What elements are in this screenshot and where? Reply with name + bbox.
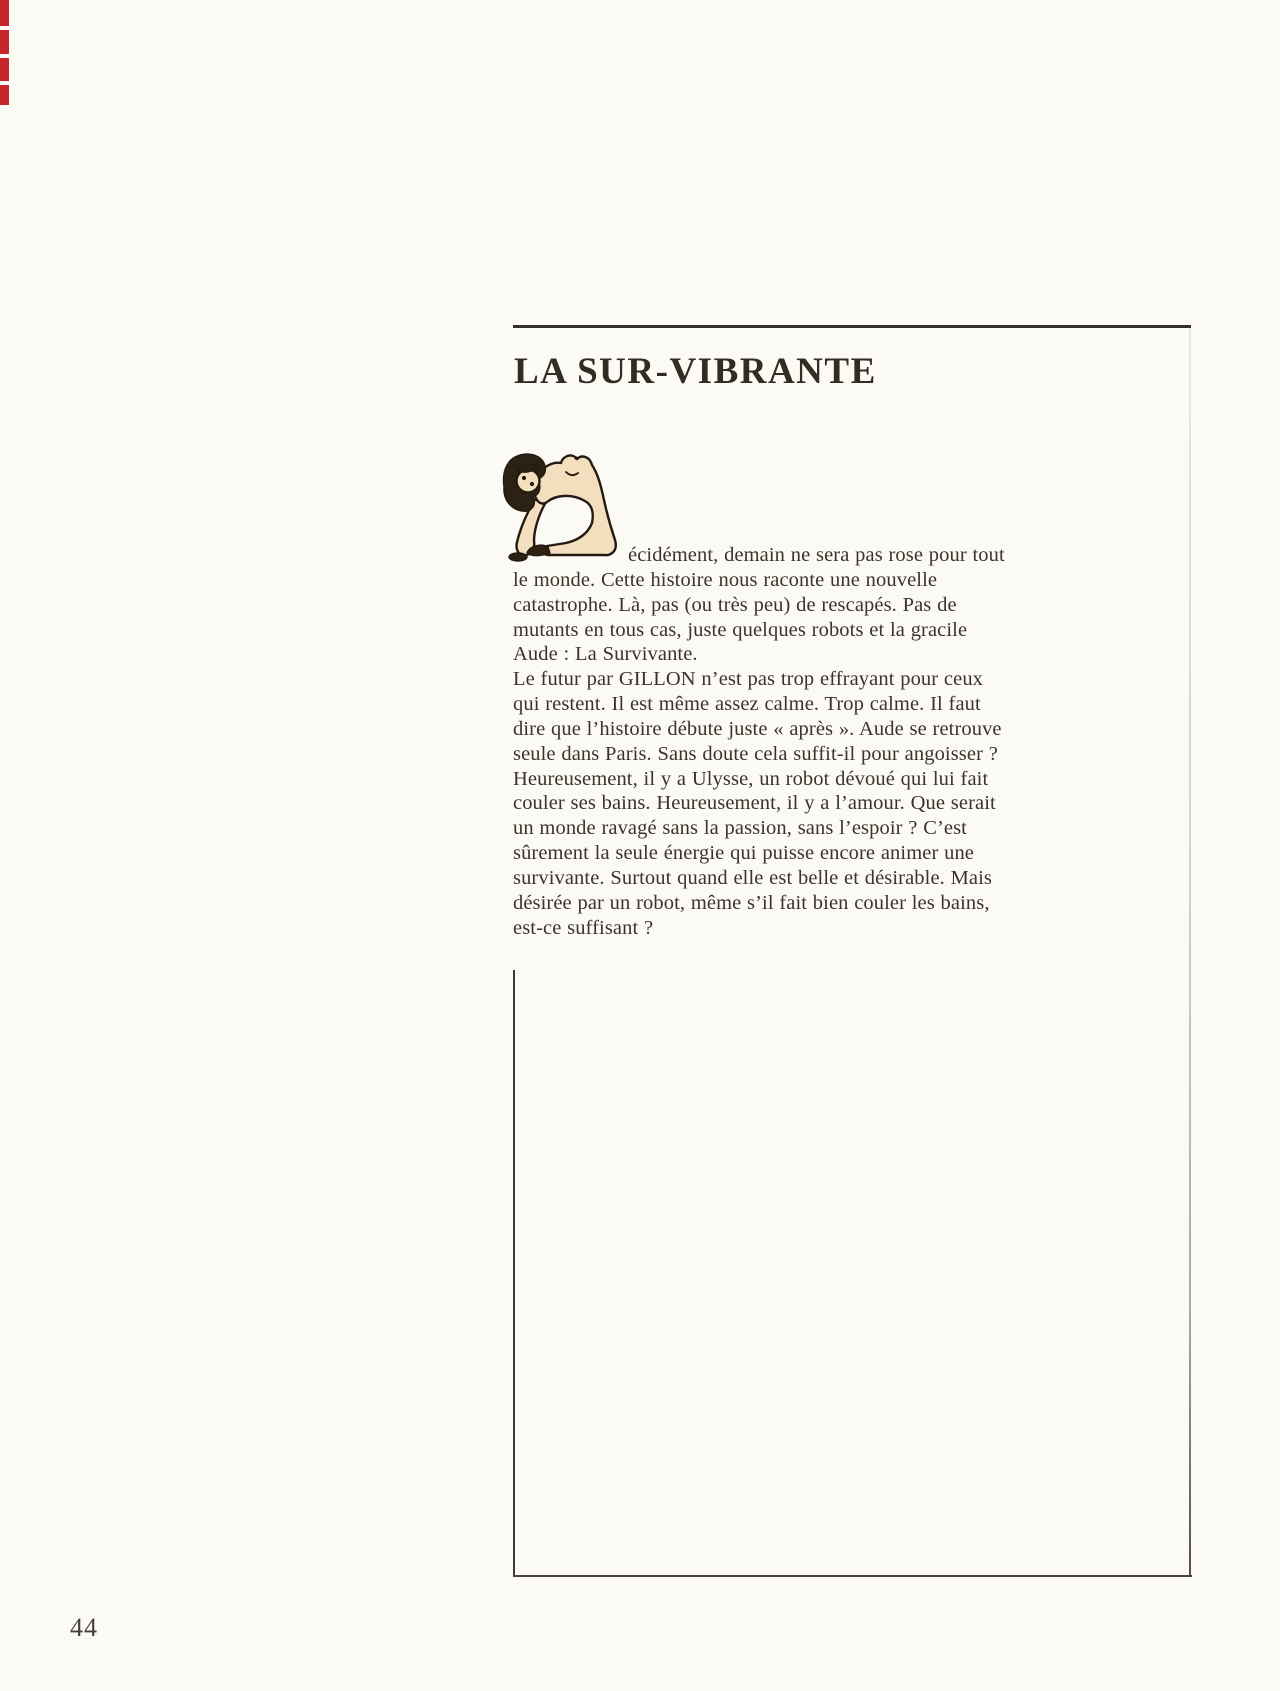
red-mark	[0, 85, 9, 105]
body-text-line: est-ce suffisant ?	[513, 916, 654, 939]
body-text-line: Le futur par GILLON n’est pas trop effrayant pour ceux	[513, 668, 984, 691]
body-text-line: désirée par un robot, même s’il fait bien couler les bains,	[513, 891, 990, 914]
body-text-line: sûrement la seule énergie qui puisse encore animer une	[513, 842, 974, 865]
article-right-rule	[1189, 327, 1191, 1575]
red-mark	[0, 30, 9, 54]
body-text-line: seule dans Paris. Sans doute cela suffit-il pour angoisser ?	[513, 742, 998, 765]
body-text-line: qui restent. Il est même assez calme. Trop calme. Il faut	[513, 693, 981, 716]
red-mark	[0, 58, 9, 81]
body-text-line: Aude : La Survivante.	[513, 643, 698, 666]
body-text-line: un monde ravagé sans la passion, sans l’espoir ? C’est	[513, 817, 967, 840]
article-body	[513, 543, 1073, 941]
body-text-line: catastrophe. Là, pas (ou très peu) de rescapés. Pas de	[513, 593, 957, 616]
page-number: 44	[70, 1613, 98, 1642]
article-top-rule	[513, 325, 1191, 328]
article-left-rule	[513, 970, 515, 1577]
body-text-line: Heureusement, il y a Ulysse, un robot dévoué qui lui fait	[513, 767, 989, 790]
article-title: LA SUR-VIBRANTE	[514, 351, 877, 392]
body-text-line: mutants en tous cas, juste quelques robots et la gracile	[513, 618, 968, 641]
body-text-line: couler ses bains. Heureusement, il y a l’amour. Que serait	[513, 792, 996, 815]
body-text-line: survivante. Surtout quand elle est belle et désirable. Mais	[513, 866, 992, 889]
body-text-line: écidément, demain ne sera pas rose pour tout	[628, 544, 1005, 566]
red-mark	[0, 0, 9, 26]
body-text-line: le monde. Cette histoire nous raconte une nouvelle	[513, 568, 938, 591]
page-edge-red-marks	[0, 0, 10, 105]
body-text-line: dire que l’histoire débute juste « après ». Aude se retrouve	[513, 717, 1002, 740]
article-bottom-rule	[513, 1575, 1192, 1577]
